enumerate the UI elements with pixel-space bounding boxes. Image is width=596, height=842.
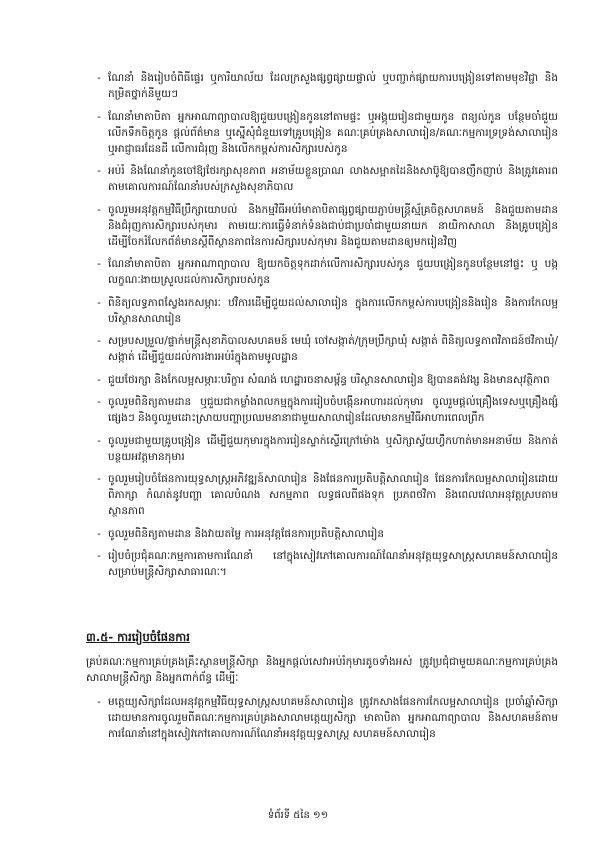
section-paragraph: គ្រប់គណៈកម្មការគ្រប់គ្រងគ្រឹះស្ថានមន្ត្រីសិក្សា និងអ្នកផ្ដល់សេវាអប់រំកុមារតូចទាំងអស់ ត្រូវប្រជុំជាមួយគណៈកម្មការគ្រប់គ្រងសាលាមន្ត្រីសិក្សា និងអ្នកពាក់ព័ន្ធ ដើម្បីៈ — [86, 656, 558, 684]
list-item-text: មត្តេយ្យសិក្សាដែលអនុវត្តកម្មវិធីយុទ្ធសាស្ត្រសហគមន៍សាលារៀន ត្រូវកសាងផែនការកែលម្អសាលារៀន ប្រចាំឆ្នាំសិក្សាដោយមានការចូលរួមពីគណៈកម្មការគ្រប់គ្រងសាលាមត្តេយ្យសិក្សា មាតាបិតា អ្នកអាណាព្យាបាល និងសហគមន៍តាមការណែនាំនៅក្នុងសៀវភៅគោលការណ៍ណែនាំអនុវត្តយុទ្ធសាស្ត្រ សហគមន៍សាលារៀន — [108, 696, 558, 740]
bullet-dash: - — [97, 203, 101, 216]
list-item — [97, 163, 558, 195]
bullet-dash: - — [97, 258, 101, 270]
list-item-text: ចូលរួមរៀបចំផែនការយុទ្ធសាស្ត្រអភិវឌ្ឍន៍សាលារៀន និងផែនការប្រតិបត្តិសាលារៀន ផែនការកែលម្អសាលារៀនដោយពិភាក្សា កំណត់នូវបញ្ហា គោលបំណង សកម្មភាព លទ្ធផលពីផងទុក ប្រភពថវិកា និងពេលវេលាអនុវត្តស្របតាមស្ថានភាព — [108, 473, 558, 517]
list-item-text: រៀបចំប្រជុំគណៈកម្មការតាមការណែនាំ នៅក្នុងសៀវភៅគោលការណ៍ណែនាំអនុវត្តយុទ្ធសាស្ត្រសហគមន៍សាលារៀនសម្រាប់មន្ត្រីសិក្សាសាធារណៈ។ — [108, 550, 558, 578]
list-item-text: ណែនាំ និងរៀបចំពិធីផ្ទេរ ឬការិយាល័យ ដែលក្រសួងផ្សព្វផ្សាយផ្ទាល់ ឬបញ្ជាក់ផ្សាយការបង្រៀនទៅតាមមុខវិជ្ជា និងកម្រិតថ្នាក់នីមួយៗ — [108, 72, 558, 100]
list-item-text: ចូលរួមជាមួយគ្រូបង្រៀន ដើម្បីជួយកុមារក្នុងការរៀនស្ទាក់ស្ទើរក្រៅម៉ោង ឬសិក្សាស្វ័យហ្វឹកហាត់មានអនាម័យ និងកាត់បន្ថយអវត្តមានកុមារ — [108, 434, 558, 463]
bullet-dash: - — [97, 72, 101, 84]
bullet-dash: - — [97, 434, 101, 447]
list-item-text: ចូលរួមពិនិត្យតាមដាន ឬជួយជាកម្លាំងពលកម្មក្នុងការរៀបចំបង្កើនអាហារដល់កុមារ ចូលរួមផ្ដល់គ្រឿងទេសឬគ្រឿងផ្សំផ្សេងៗ និងចូលរួមដោះស្រាយបញ្ហាប្រឈមនានាជាមួយសាលារៀនដែលមានកម្មវិធីអាហារពេលព្រឹក — [108, 396, 558, 424]
list-item — [97, 109, 558, 157]
list-item-text: អប់រំ និងណែនាំកូនចៅឱ្យថែរក្សាសុខភាព អនាម័យខ្លួនប្រាណ លាងសម្អាតដៃនិងសាប៊ូឱ្យបានញឹកញាប់ និងត្រូវគោរពតាមគោលការណ៍ណែនាំរបស់ក្រសួងសុខាភិបាល — [108, 165, 558, 193]
list-item-text: ពិនិត្យលទ្ធភាពស្វែងរកសម្ភារៈ ឋវិការដើម្បីជួយដល់សាលារៀន ក្នុងការលើកកម្ពស់ការបង្រៀននិងរៀន និងការកែលម្អបរិស្ថានសាលារៀន — [108, 296, 558, 325]
bullet-dash: - — [97, 527, 101, 540]
bullet-list — [97, 70, 558, 587]
bullet-dash: - — [97, 165, 101, 177]
list-item — [97, 372, 558, 388]
bullet-dash: - — [97, 696, 101, 708]
list-item — [97, 394, 558, 426]
bullet-dash: - — [97, 396, 101, 408]
bullet-dash: - — [97, 335, 101, 347]
list-item — [97, 202, 558, 250]
bullet-dash: - — [97, 296, 101, 309]
list-item — [97, 70, 558, 102]
bullet-dash: - — [97, 373, 101, 386]
bullet-dash: - — [97, 550, 101, 562]
section-bullet-list — [97, 694, 558, 749]
list-item — [97, 548, 558, 580]
section-heading: ៣.៥- ការរៀបចំផែនការ — [86, 630, 190, 644]
bullet-dash: - — [97, 110, 101, 123]
list-item-text: ណែនាំមាតាបិតា អ្នកអាណាព្យាបាល ឱ្យយកចិត្តទុកដាក់លើការសិក្សារបស់កូន ជួយបង្រៀនកូនបន្ថែមនៅផ្ទះ ឬ បង្កលក្ខណៈងាយស្រួលដល់ការសិក្សារបស់កូន — [108, 258, 558, 286]
list-item-text: ចូលរួមពិនិត្យតាមដាន និងវាយតម្លៃ ការអនុវត្តផែនការប្រតិបត្តិសាលារៀន — [108, 527, 384, 540]
list-item — [97, 694, 558, 742]
list-item — [97, 471, 558, 519]
list-item — [97, 333, 558, 365]
list-item — [97, 526, 558, 542]
bullet-dash: - — [97, 473, 101, 485]
list-item-text: សម្របសម្រួល/ផ្ទាក់មន្ត្រីសុខាភិបាលសហគមន៍ មេឃុំ ចៅសង្កាត់/ក្រុមប្រឹក្សាឃុំ សង្កាត់ ពិនិត្យលទ្ធភាពវិភាជន៍ថវិកាឃុំ/សង្កាត់ ដើម្បីជួយដល់ការងារអប់រំក្នុងតាមមូលដ្ឋាន — [108, 335, 558, 363]
page-number: ទំព័រទី ៥នៃ ១១ — [267, 810, 329, 821]
list-item-text: ណែនាំមាតាបិតា អ្នកអាណាព្យាបាលឱ្យជួយបង្រៀនកូននៅតាមផ្ទះ ឬអង្គុយរៀនជាមួយកូន ពន្យល់កូន បន្ថែមចាំជួយលើកទឹកចិត្តកូន ផ្ដល់ព័ត៌មាន ឬស្នើសុំជំនួយទៅគ្រូបង្រៀន គណៈគ្រប់គ្រងសាលារៀន/គណៈកម្មការទ្រទ្រង់សាលារៀន ឬអាជ្ញាធរដែនដី លើការជំរុញ និងលើកកម្ពស់ការសិក្សារបស់កូន — [108, 110, 558, 155]
list-item-text: ជួយថែរក្សា និងកែលម្អសម្ភារៈបរិក្ខារ សំណង់ ហេដ្ឋារចនាសម្ព័ន្ធ បរិស្ថានសាលារៀន ឱ្យបានគង់វង្ស និងមានសុវត្ថិភាព — [108, 373, 550, 386]
list-item — [97, 256, 558, 288]
list-item-text: ចូលរួមអនុវត្តកម្មវិធីប្រឹក្សាយោបល់ និងកម្មវិធីអប់រំមាតាបិតាផ្សព្វផ្សាយភ្ជាប់មន្ត្រីស្ម័គ្រចិត្តសហគមន៍ និងជួយតាមដាន និងជំរុញការសិក្សារបស់កុមារ តាមរយៈការធ្វើទំនាក់ទំនងជាប់ជាប្រចាំជាមួយនាយក នាយិកាសាលា និងគ្រូបង្រៀន ដើម្បីចែករំលែកព័ត៌មានស្ដីពីស្ថានភាពនៃការសិក្សារបស់កុមារ និងជួយតាមដានឲ្យមករៀនវិញ — [108, 203, 558, 248]
list-item — [97, 295, 558, 327]
list-item — [97, 433, 558, 465]
